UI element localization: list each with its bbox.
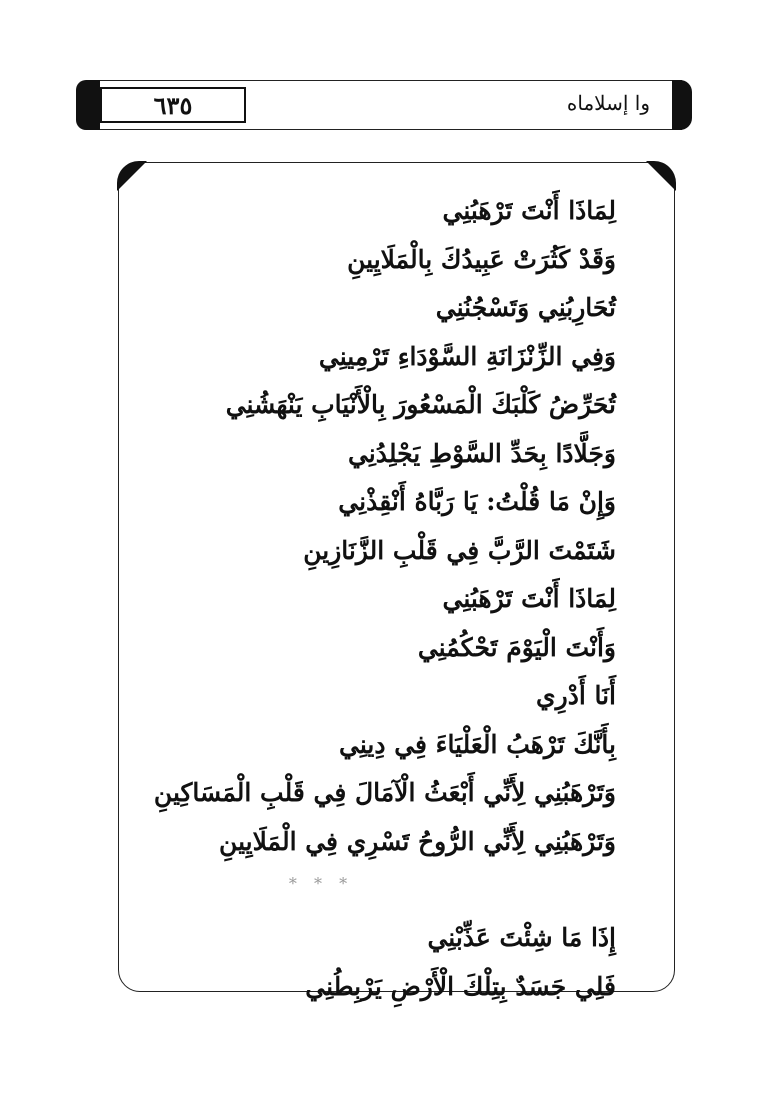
poem-line: وَقَدْ كَثُرَتْ عَبِيدُكَ بِالْمَلَايِينِ [347, 244, 616, 274]
poem-line: وَأَنْتَ الْيَوْمَ تَحْكُمُنِي [417, 632, 616, 662]
poem-line: وَإِنْ مَا قُلْتُ: يَا رَبَّاهُ أَنْقِذْنِي [338, 487, 616, 516]
frame-corner-ornament-right [646, 161, 676, 191]
poem-line: وَجَلَّادًا بِحَدِّ السَّوْطِ يَجْلِدُنِي [347, 438, 616, 468]
poem-line: وَفِي الزِّنْزَانَةِ السَّوْدَاءِ تَرْمِينِي [318, 341, 616, 371]
poem-line: لِمَاذَا أَنْتَ تَرْهَبُنِي [442, 196, 616, 225]
frame-corner-ornament-left [117, 161, 147, 191]
header-left-ornament [76, 80, 100, 130]
poem-line: لِمَاذَا أَنْتَ تَرْهَبُنِي [442, 584, 616, 613]
page-number: ٦٣٥ [100, 87, 246, 123]
poem-line: تُحَرِّضُ كَلْبَكَ الْمَسْعُورَ بِالْأَنْيَابِ يَنْهَشُنِي [225, 390, 616, 419]
poem-line: شَتَمْتَ الرَّبَّ فِي قَلْبِ الزَّنَازِينِ [303, 535, 616, 565]
poem-line: أَنَا أَدْرِي [536, 681, 616, 710]
poem-line: وَتَرْهَبُنِي لِأَنِّي الرُّوحُ تَسْرِي فِي الْمَلَايِينِ [219, 826, 616, 856]
page-header [88, 80, 682, 130]
header-right-ornament [672, 80, 692, 130]
poem-body [153, 187, 616, 1011]
poem-line: بِأَنَّكَ تَرْهَبُ الْعَلْيَاءَ فِي دِينِي [339, 729, 616, 759]
poem-frame [118, 162, 675, 1001]
running-title: وا إسلاماه [566, 91, 650, 115]
poem-line: فَلِي جَسَدٌ بِتِلْكَ الْأَرْضِ يَرْبِطُنِي [305, 971, 616, 1001]
stanza-separator: * * * [288, 874, 354, 893]
poem-line: وَتَرْهَبُنِي لِأَنِّي أَبْعَثُ الْآمَالَ فِي قَلْبِ الْمَسَاكِينِ [153, 778, 616, 807]
poem-line: تُحَارِبُنِي وَتَسْجُنُنِي [435, 293, 616, 322]
poem-line: إِذَا مَا شِئْتَ عَذِّبْنِي [427, 923, 616, 952]
